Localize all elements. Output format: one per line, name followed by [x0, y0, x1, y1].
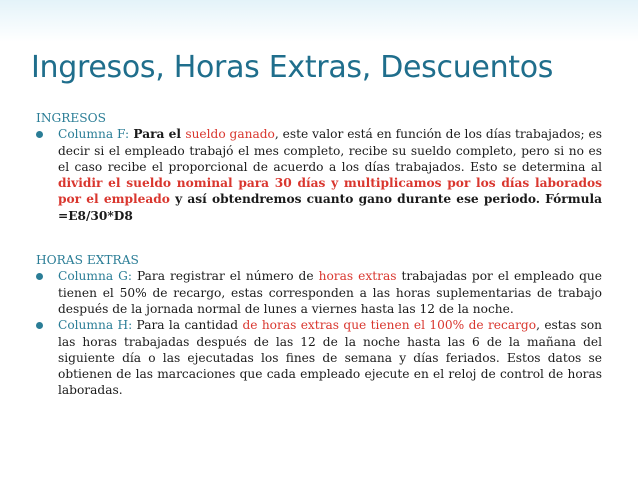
- bullet-columna-h: [36, 317, 602, 398]
- bullet-label: Columna F:: [58, 127, 130, 142]
- highlight-text: sueldo ganado: [185, 127, 275, 142]
- bullet-label: Columna H:: [58, 318, 133, 333]
- bullet-text: Para la cantidad: [132, 318, 243, 333]
- bullet-text: Para el: [129, 127, 186, 142]
- bullet-label: Columna G:: [58, 269, 132, 284]
- section-heading-ingresos: INGRESOS: [36, 111, 106, 125]
- bullet-text: y así obtendremos cuanto gano durante ese periodo. Fórmula =E8/30*D8: [58, 192, 602, 223]
- highlight-text: de horas extras que tienen el 100% de recargo: [242, 318, 537, 333]
- section-heading-horas-extras: HORAS EXTRAS: [36, 253, 139, 268]
- bullet-icon: [36, 322, 43, 329]
- highlight-text: dividir el sueldo nominal para 30 días y multiplicamos por los días laborados por el empleado: [58, 176, 602, 207]
- bullet-icon: [36, 131, 43, 138]
- bullet-text: , estas son las horas trabajadas después de las 12 de la noche hasta las 6 de la mañana del siguiente día o las ejecutadas los fines de semana y días feriados. Estos datos se obtienen de las marcaciones que cada empleado ejecute en el reloj de control de horas laboradas.: [58, 318, 603, 398]
- bullet-columna-f: [36, 126, 602, 224]
- section-gap: [36, 224, 602, 252]
- bullet-text: trabajadas por el empleado que tienen el 50% de recargo, estas corresponden a las horas suplementarias de trabajo después de la jornada normal de lunes a viernes hasta las 12 de la noche.: [58, 269, 602, 316]
- highlight-text: horas extras: [318, 269, 397, 284]
- header-band: [0, 0, 638, 42]
- bullet-text: Para registrar el número de: [131, 269, 319, 284]
- bullet-text: , este valor está en función de los días trabajados; es decir si el empleado trabajó el mes completo, recibe su sueldo completo, pero si no es el caso recibe el proporcional de acuerdo a los días trabajados. Esto se determina al: [58, 127, 602, 174]
- bullet-icon: [36, 273, 43, 280]
- page-title: Ingresos, Horas Extras, Descuentos: [31, 50, 554, 85]
- bullet-columna-g: [36, 268, 602, 317]
- slide-content: [36, 110, 602, 399]
